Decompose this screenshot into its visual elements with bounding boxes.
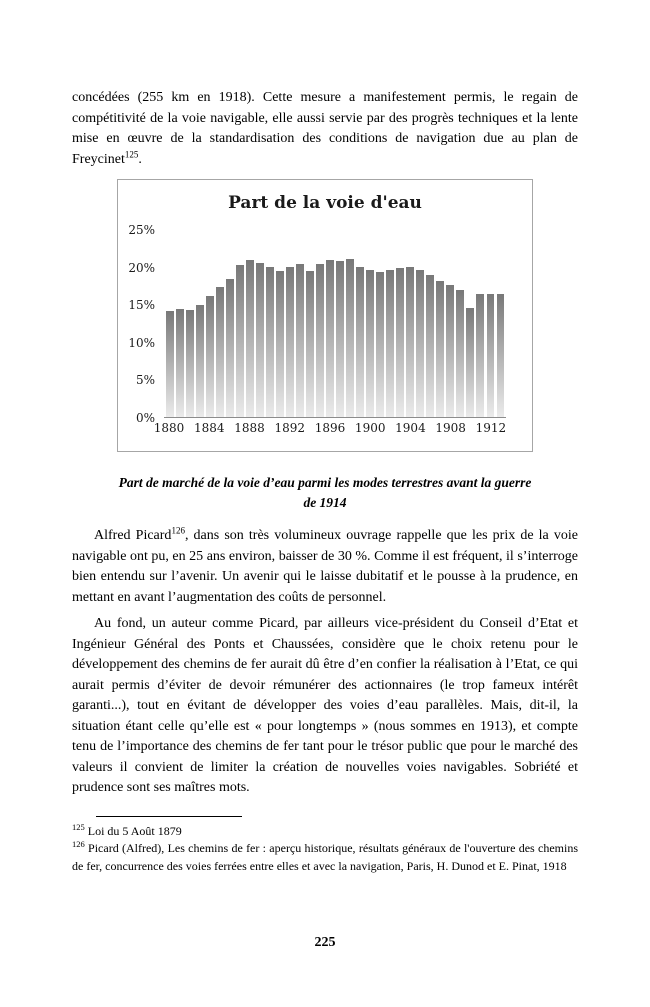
chart-bar: [286, 267, 294, 417]
chart-bar: [366, 270, 374, 417]
page-number: 225: [314, 935, 336, 950]
chart-bar: [206, 296, 214, 417]
x-axis-tick-label: 1908: [435, 421, 466, 435]
chart-figure: [117, 179, 533, 452]
chart-bar: [446, 285, 454, 417]
paragraph-picard: [72, 526, 578, 608]
paragraph-intro-end: .: [138, 151, 142, 167]
chart-bar: [487, 294, 495, 417]
footnotes-section: [72, 816, 578, 876]
chart-bar: [196, 305, 204, 417]
paragraph-intro: [72, 88, 578, 170]
x-axis-tick-label: 1904: [395, 421, 426, 435]
chart-bar: [436, 281, 444, 417]
chart-bar: [296, 264, 304, 417]
chart-bar: [306, 271, 314, 417]
chart-bar: [336, 261, 344, 417]
figure-caption-line2: de 1914: [303, 495, 347, 510]
chart-y-axis: [118, 223, 164, 425]
y-axis-tick-label: 15%: [128, 298, 155, 313]
chart-bar: [266, 267, 274, 417]
footnote-125: [72, 823, 578, 841]
chart-x-axis: [153, 421, 507, 441]
chart-bar: [246, 260, 254, 417]
x-axis-tick-label: 1912: [475, 421, 507, 435]
chart-bar: [226, 279, 234, 417]
chart-bar: [406, 267, 414, 417]
figure-caption-line1: Part de marché de la voie d’eau parmi les modes terrestres avant la guerre: [118, 475, 532, 490]
footnote-126: [72, 840, 578, 875]
chart-bar: [316, 264, 324, 417]
chart-bar: [216, 287, 224, 417]
x-axis-tick-label: 1888: [234, 421, 265, 435]
chart-body: [118, 223, 532, 425]
chart-bar: [456, 290, 464, 417]
x-axis-tick-label: 1900: [354, 421, 386, 435]
chart-bar: [236, 265, 244, 417]
chart-bar: [476, 294, 484, 417]
chart-bar: [426, 275, 434, 417]
y-axis-tick-label: 0%: [135, 411, 155, 425]
y-axis-tick-label: 20%: [128, 260, 155, 275]
figure-caption: [72, 473, 578, 513]
x-axis-tick-label: 1884: [193, 421, 225, 435]
chart-bar: [166, 311, 174, 417]
y-axis-tick-label: 25%: [128, 223, 155, 237]
footnote-ref-125: 125: [124, 148, 139, 159]
y-axis-tick-label: 5%: [135, 373, 155, 388]
chart-bar: [376, 272, 384, 417]
chart-bar: [176, 309, 184, 417]
y-axis-tick-label: 10%: [128, 335, 155, 350]
footnote-separator: [96, 816, 242, 817]
paragraph-picard-start: Alfred Picard: [94, 528, 172, 543]
paragraph-picard-text: , dans son très volumineux ouvrage rappelle que les prix de la voie navigable ont pu, en 25 ans environ, baisser de 30 %. Comme il est fréquent, il s’interroge bien entendu sur l’avenir. Un avenir qui le laisse dubitatif et le pousse à la prudence, en mettant en avant l’augmentation des coûts de personnel.: [72, 528, 578, 605]
footnote-125-text: Loi du 5 Août 1879: [84, 823, 182, 838]
chart-bar: [416, 270, 424, 417]
footnote-126-number: 126: [72, 839, 85, 849]
x-axis-tick-label: 1880: [153, 421, 185, 435]
chart-bar: [276, 271, 284, 417]
chart-bar: [346, 259, 354, 417]
chart-bar: [466, 308, 474, 417]
x-axis-tick-label: 1892: [274, 421, 306, 435]
chart-bar: [356, 267, 364, 417]
chart-bar: [186, 310, 194, 417]
paragraph-intro-text: concédées (255 km en 1918). Cette mesure a manifestement permis, le regain de compétitivité de la voie navigable, elle aussi servie par des progrès techniques et la lente mise en œuvre de la standardisation des conditions de navigation due au plan de Freycinet: [72, 90, 578, 167]
chart-bar: [326, 260, 334, 417]
chart-bar: [497, 294, 505, 417]
chart-title: Part de la voie d'eau: [228, 193, 422, 213]
x-axis-tick-label: 1896: [314, 421, 346, 435]
chart-bar: [396, 268, 404, 417]
footnote-ref-126: 126: [171, 525, 185, 536]
footnote-125-number: 125: [72, 821, 85, 832]
chart-bar: [256, 263, 264, 417]
paragraph-aufond: Au fond, un auteur comme Picard, par ailleurs vice-président du Conseil d’Etat et Ingénieur Général des Ponts et Chaussées, considère que le choix retenu pour le développement des chemins de fer aurait dû être d’en confier la réalisation à l’Etat, ce qui aurait permis d’éviter de devoir rémunérer des actionnaires (le trop fameux intérêt garanti...), tout en évitant de développer des voies d’eau parallèles. Mais, dit-il, la situation étant celle qu’elle est « pour longtemps » (nous sommes en 1913), et compte tenu de l’importance des chemins de fer tant pour le trésor public que pour le marché des valeurs il convient de limiter la création de nouvelles voies navigables. Sobriété et prudence sont ses maîtres mots.: [72, 616, 578, 795]
chart-bars: [164, 230, 506, 418]
footnote-126-text: Picard (Alfred), Les chemins de fer : aperçu historique, résultats généraux de l'ouverture des chemins de fer, concurrence des voies ferrées entre elles et avec la navigation, Paris, H. Dunod et E. Pinat, 1918: [72, 841, 578, 873]
chart-bar: [386, 270, 394, 417]
